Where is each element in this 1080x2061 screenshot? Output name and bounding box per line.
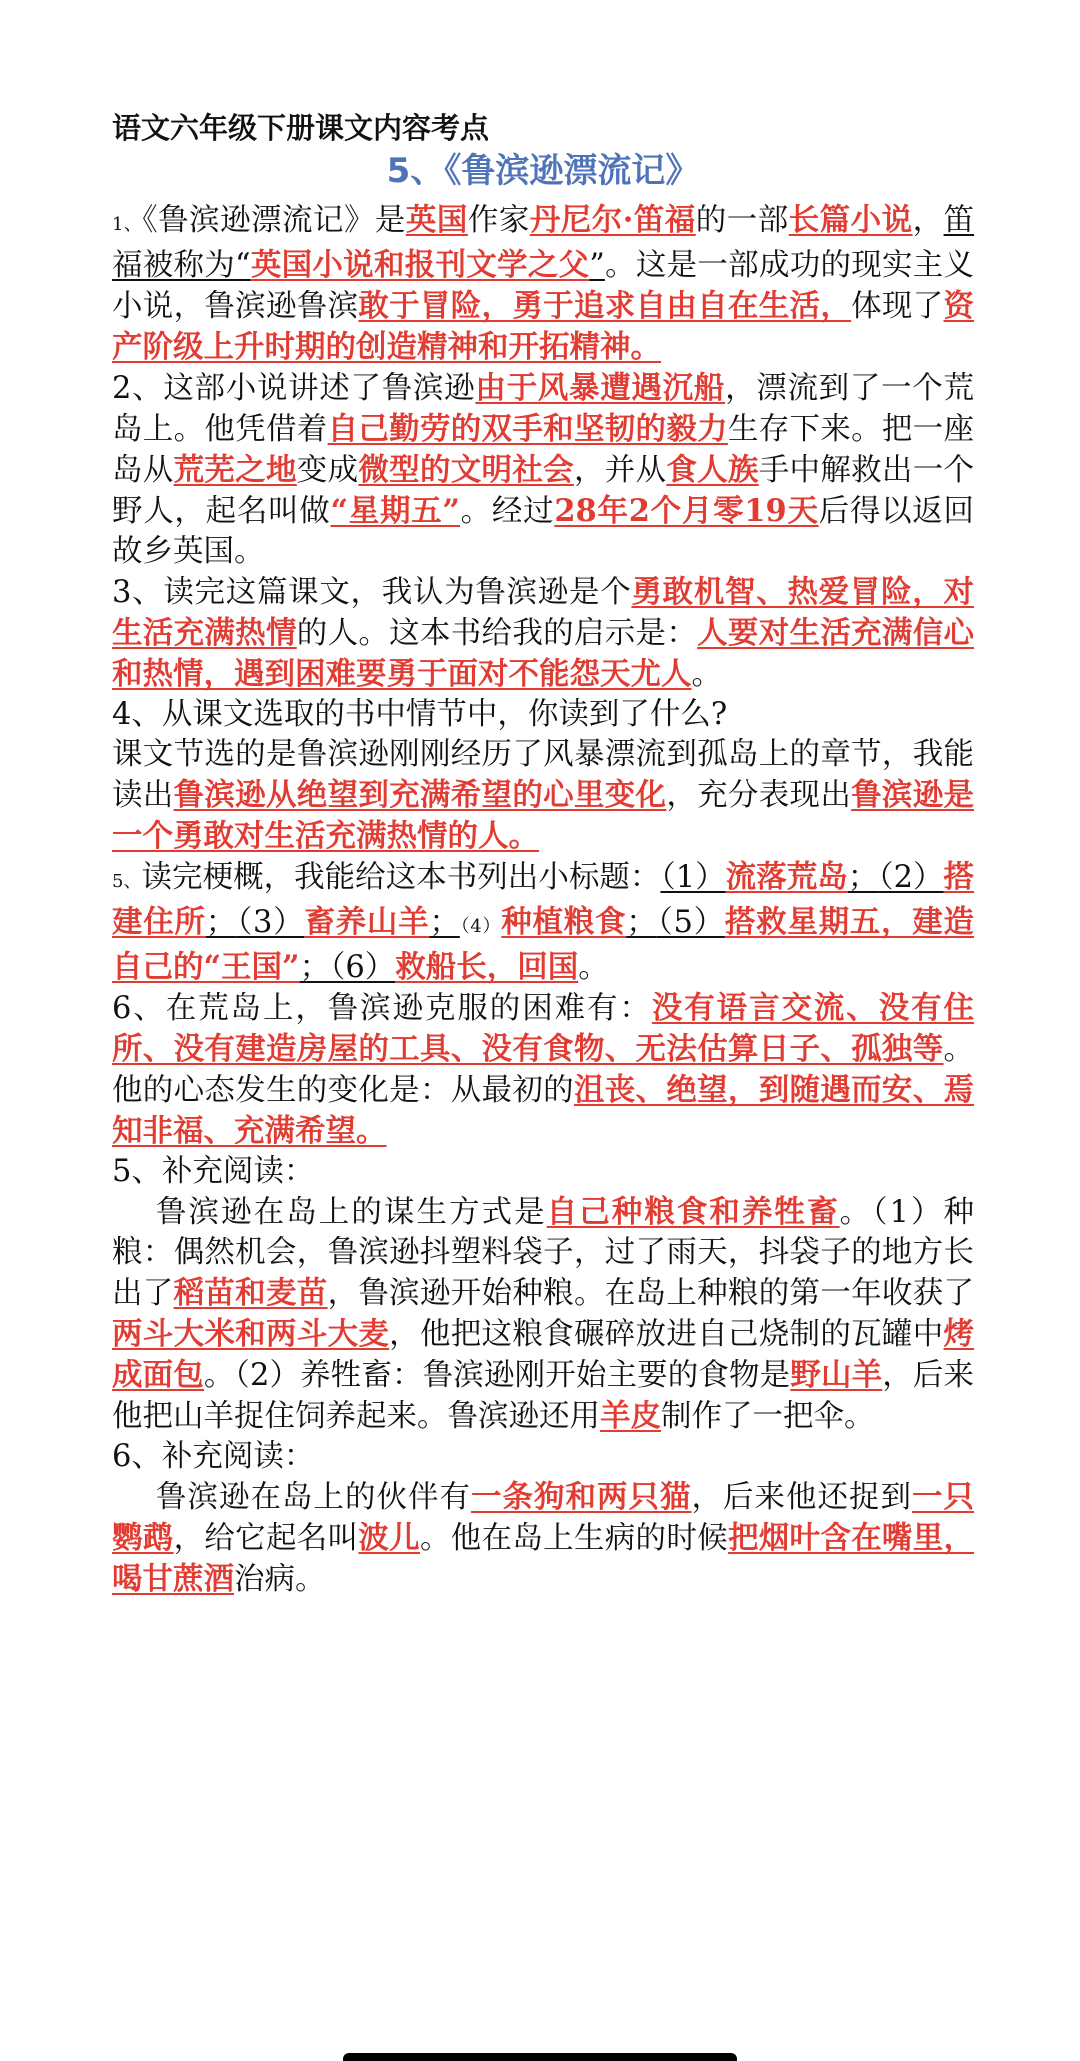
- point-1-number: 1: [112, 214, 124, 235]
- text: 。: [691, 657, 722, 692]
- text: ；: [847, 860, 879, 895]
- text: 。（1）种粮：偶然机会，鲁滨逊抖塑料袋子，过了雨天，抖袋子的地方长出了: [112, 1195, 975, 1311]
- item-number: （5）: [656, 905, 725, 940]
- text: ；: [429, 905, 460, 940]
- text: 的一部: [695, 203, 789, 238]
- text: ，后来他还捉到: [691, 1480, 912, 1515]
- answer: 英国: [405, 202, 468, 238]
- text: ，充分表现出: [666, 778, 852, 813]
- text: 《鲁滨逊漂流记》是: [142, 203, 406, 238]
- text: 笛福被称为: [112, 203, 975, 283]
- answer: 鲁滨逊从绝望到充满希望的心里变化: [173, 777, 667, 813]
- document-page: [112, 108, 974, 1600]
- point-5-separator: 、: [123, 871, 142, 892]
- supplement-5-label: 5、补充阅读：: [112, 1154, 315, 1189]
- answer: 畜养山羊: [304, 904, 430, 940]
- answer: 自己勤劳的双手和坚韧的毅力: [327, 411, 728, 447]
- supplement-6-label: 6、补充阅读：: [112, 1439, 315, 1474]
- text: 6、在荒岛上，鲁滨逊克服的困难有：: [112, 991, 652, 1026]
- text: 的人。这本书给我的启示是：: [296, 616, 698, 651]
- text: 后得以返回故乡英国。: [112, 494, 975, 569]
- text: “: [235, 248, 251, 283]
- answer: 羊皮: [600, 1398, 661, 1434]
- text: 。（2）养牲畜：鲁滨逊刚开始主要的食物是: [203, 1358, 791, 1393]
- text: ，: [912, 203, 944, 238]
- text: 课文节选的是鲁滨逊刚刚经历了风暴漂流到孤岛上的章节，我能读出: [112, 737, 974, 813]
- item-number: （6）: [330, 950, 396, 985]
- answer: 两斗大米和两斗大麦: [112, 1316, 390, 1352]
- answer: 人要对生活充满信心和热情，遇到困难要勇于面对不能怨天尤人: [112, 615, 975, 692]
- answer: 敢于冒险，勇于追求自由自在生活，: [358, 288, 852, 324]
- answer: 英国小说和报刊文学之父: [250, 247, 590, 283]
- text: ；: [299, 950, 331, 985]
- answer: 微型的文明社会: [358, 452, 574, 488]
- point-5-number: 5: [112, 871, 124, 892]
- answer: 搭救星期五，建造自己的“王国”: [112, 904, 975, 985]
- point-5: [112, 857, 974, 988]
- text: 制作了一把伞。: [661, 1399, 875, 1434]
- answer: 稻苗和麦苗: [173, 1275, 328, 1311]
- text: 3、读完这篇课文，我认为鲁滨逊是个: [112, 575, 632, 610]
- answer: 野山羊: [790, 1357, 883, 1393]
- home-indicator-bar[interactable]: [343, 2053, 737, 2061]
- answer: “星期五”: [330, 493, 460, 529]
- answer: 种植粮食: [501, 904, 627, 940]
- supplement-6-body: [112, 1477, 974, 1600]
- answer: 波儿: [358, 1520, 420, 1556]
- item-number: （2）: [878, 860, 944, 895]
- point-3: [112, 572, 974, 695]
- answer: 丹尼尔·笛福: [529, 202, 696, 238]
- text: ，并从: [573, 453, 667, 488]
- answer: 勇敢机智、热爱冒险，对生活充满热情: [112, 574, 975, 651]
- answer: 自己种粮食和养牲畜: [546, 1194, 840, 1230]
- text: 生存下来。把一座岛从: [112, 412, 975, 488]
- text: 。经过: [459, 494, 555, 529]
- answer: 沮丧、绝望，到随遇而安、焉知非福、充满希望。: [112, 1072, 975, 1149]
- text: 鲁滨逊在岛上的谋生方式是: [156, 1195, 547, 1230]
- answer: 一只鹦鹉: [112, 1479, 974, 1556]
- answer: 一条狗和两只猫: [471, 1479, 692, 1515]
- text: ，漂流到了一个荒岛上。他凭借着: [112, 371, 975, 447]
- item-number: （4）: [459, 916, 502, 937]
- answer: 荒芜之地: [173, 452, 297, 488]
- point-4-question: 4、从课文选取的书中情节中，你读到了什么?: [112, 697, 728, 732]
- answer: 鲁滨逊是一个勇敢对生活充满热情的人。: [112, 777, 975, 854]
- text: 作家: [467, 203, 530, 238]
- text: 。他在岛上生病的时候: [419, 1521, 728, 1556]
- text: 。这是一部成功的现实主义小说，鲁滨逊鲁滨: [112, 248, 975, 324]
- answer: 由于风暴遭遇沉船: [475, 370, 726, 406]
- answer: 流落荒岛: [725, 859, 848, 895]
- text: 鲁滨逊在岛上的伙伴有: [156, 1480, 471, 1515]
- text: ，鲁滨逊开始种粮。在岛上种粮的第一年收获了: [327, 1276, 975, 1311]
- text: ，给它起名叫: [173, 1521, 359, 1556]
- text: 体现了: [851, 289, 944, 324]
- text: ”: [589, 248, 605, 283]
- point-1-separator: 、: [123, 214, 143, 235]
- item-number: （1）: [660, 860, 726, 895]
- text: 读完梗概，我能给这本书列出小标题：: [141, 860, 661, 895]
- text: ，后来他把山羊捉住饲养起来。鲁滨逊还用: [112, 1358, 975, 1434]
- lesson-title: 5、《鲁滨逊漂流记》: [386, 151, 700, 191]
- point-1: [112, 200, 974, 368]
- text: 2、这部小说讲述了鲁滨逊: [112, 371, 476, 406]
- text: 手中解救出一个野人，起名叫做: [112, 453, 975, 529]
- answer: 烤成面包: [112, 1316, 975, 1393]
- answer: 28年2个月零19天: [554, 493, 819, 529]
- point-2: [112, 368, 974, 572]
- answer: 食人族: [666, 452, 759, 488]
- text: ，他把这粮食碾碎放进自己烧制的瓦罐中: [389, 1317, 944, 1352]
- text: 治病。: [234, 1562, 326, 1597]
- item-number: （3）: [236, 905, 305, 940]
- point-4-answer: [112, 735, 974, 857]
- answer: 没有语言交流、没有住所、没有建造房屋的工具、没有食物、无法估算日子、孤独等: [112, 990, 975, 1067]
- answer: 救船长，回国: [395, 949, 579, 985]
- point-6: [112, 988, 974, 1152]
- text: 变成: [296, 453, 359, 488]
- answer: 搭建住所: [112, 859, 975, 940]
- text: ；: [626, 905, 657, 940]
- answer: 资产阶级上升时期的创造精神和开拓精神。: [112, 288, 975, 365]
- doc-title: 语文六年级下册课文内容考点: [112, 111, 490, 145]
- answer: 把烟叶含在嘴里，喝甘蔗酒: [112, 1520, 975, 1597]
- answer: 长篇小说: [788, 202, 913, 238]
- text: 。他的心态发生的变化是：从最初的: [112, 1032, 974, 1108]
- text: ；: [205, 905, 237, 940]
- text: 。: [578, 950, 609, 985]
- supplement-5-body: [112, 1192, 974, 1437]
